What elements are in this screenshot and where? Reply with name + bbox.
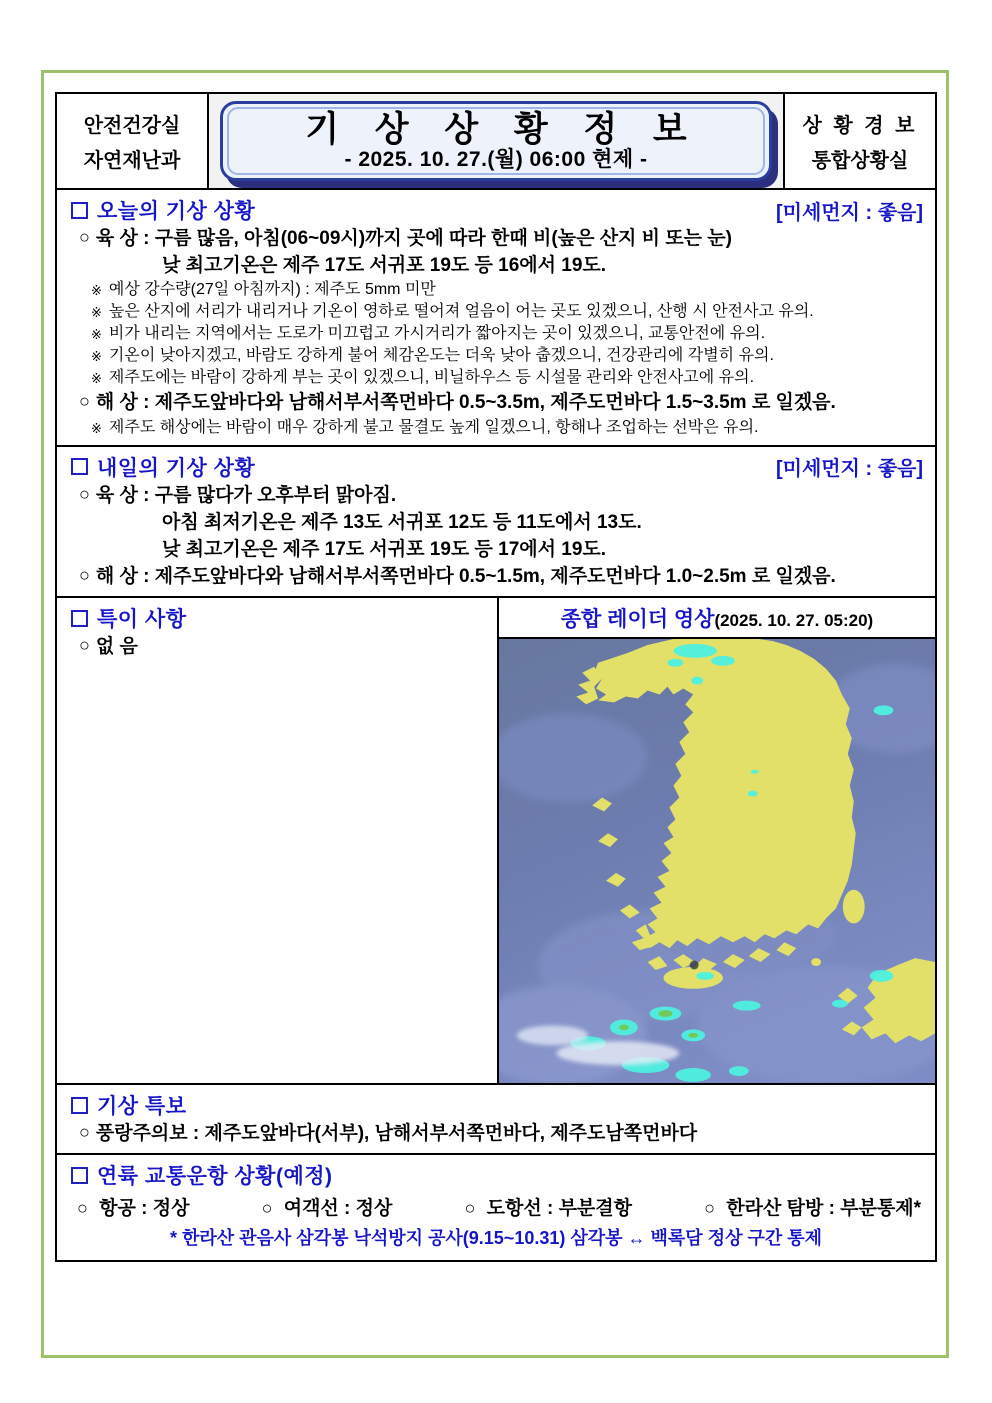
asterisk-icon: ※ bbox=[91, 305, 102, 321]
today-sea-text bbox=[96, 391, 925, 414]
circle-bullet-icon: ○ bbox=[79, 1122, 90, 1143]
section-special-title: 특이 사항 bbox=[97, 608, 187, 632]
circle-bullet-icon: ○ bbox=[79, 565, 90, 586]
tomorrow-land-line bbox=[57, 482, 935, 509]
checkbox-icon bbox=[71, 1097, 88, 1114]
special-item-text: 없 음 bbox=[95, 636, 138, 658]
asterisk-icon: ※ bbox=[91, 371, 102, 387]
today-note-2 bbox=[57, 323, 935, 345]
tomorrow-max-temp-line bbox=[57, 536, 935, 563]
header-left-department bbox=[57, 94, 209, 188]
alert-item-text: 풍랑주의보 : 제주도앞바다(서부), 남해서부서쪽먼바다, 제주도남쪽먼바다 bbox=[95, 1123, 698, 1145]
radar-caption-time: (2025. 10. 27. 05:20) bbox=[714, 611, 874, 631]
transport-item-air bbox=[77, 1193, 189, 1220]
checkbox-icon bbox=[71, 458, 88, 475]
today-note-4-text: 제주도에는 바람이 강하게 부는 곳이 있겠으니, 비닐하우스 등 시설물 관리와 안전사고에 유의. bbox=[108, 369, 755, 387]
circle-bullet-icon: ○ bbox=[704, 1198, 715, 1219]
asterisk-icon: ※ bbox=[91, 420, 102, 436]
circle-bullet-icon: ○ bbox=[79, 391, 90, 412]
today-land-line bbox=[57, 225, 935, 252]
section-weather-alert bbox=[57, 1085, 935, 1155]
radar-image-graphic bbox=[499, 639, 935, 1083]
checkbox-icon bbox=[71, 202, 88, 219]
section-special-notes bbox=[57, 598, 499, 1083]
today-sea-note-text: 제주도 해상에는 바람이 매우 강하게 불고 물결도 높게 일겠으니, 항해나 조업하는 선박은 유의. bbox=[108, 418, 759, 436]
situation-room-label: 통합상황실 bbox=[811, 150, 909, 172]
alert-item-line bbox=[57, 1120, 935, 1147]
tomorrow-dust-badge: [미세먼지 : 좋음] bbox=[775, 458, 923, 481]
transport-item-hallasan bbox=[704, 1193, 921, 1220]
section-alert-title: 기상 특보 bbox=[97, 1095, 187, 1119]
circle-bullet-icon: ○ bbox=[77, 1198, 88, 1219]
transport-item-island-boat-text: 도항선 : 부분결항 bbox=[486, 1198, 632, 1220]
section-radar bbox=[499, 598, 935, 1083]
asterisk-icon: ※ bbox=[91, 349, 102, 365]
asterisk-icon: ※ bbox=[91, 283, 102, 299]
today-note-3 bbox=[57, 345, 935, 367]
report-sheet bbox=[55, 92, 937, 1262]
tomorrow-land-value: 구름 많다가 오후부터 맑아짐. bbox=[154, 484, 397, 506]
today-note-1 bbox=[57, 301, 935, 323]
today-land-text bbox=[96, 227, 925, 250]
today-note-1-text: 높은 산지에 서리가 내리거나 기온이 영하로 떨어져 얼음이 어는 곳도 있겠으니, 산행 시 안전사고 유의. bbox=[108, 303, 814, 321]
document-body bbox=[55, 190, 937, 1262]
section-special-header bbox=[57, 601, 497, 633]
tomorrow-sea-label: 해 상 : bbox=[95, 566, 155, 588]
section-special-and-radar bbox=[57, 598, 935, 1085]
today-sea-label: 해 상 : bbox=[95, 392, 155, 414]
transport-footnote: * 한라산 관음사 삼각봉 낙석방지 공사(9.15~10.31) 삼각봉 ↔ 백록담 정상 구간 통제 bbox=[169, 1228, 823, 1249]
document-title: 기 상 상 황 정 보 bbox=[305, 110, 700, 149]
section-tomorrow-header bbox=[57, 450, 935, 482]
radar-caption-main: 종합 레이더 영상 bbox=[560, 608, 715, 632]
today-land-temp-line bbox=[57, 252, 935, 279]
radar-caption bbox=[499, 598, 935, 639]
tomorrow-min-temp-text: 아침 최저기온은 제주 13도 서귀포 12도 등 11도에서 13도. bbox=[162, 511, 642, 533]
today-land-label: 육 상 : bbox=[95, 228, 155, 249]
title-banner bbox=[220, 101, 771, 181]
section-today-weather bbox=[57, 190, 935, 447]
section-transport bbox=[57, 1155, 935, 1260]
today-land-value: 구름 많음, 아침(06~09시)까지 곳에 따라 한때 비(높은 산지 비 또는 눈) bbox=[154, 228, 732, 249]
header-title-cell bbox=[209, 94, 783, 188]
today-land-temp-text: 낮 최고기온은 제주 17도 서귀포 19도 등 16에서 19도. bbox=[162, 255, 607, 277]
today-sea-note bbox=[57, 417, 935, 439]
document-timestamp: - 2025. 10. 27.(월) 06:00 현제 - bbox=[344, 148, 648, 171]
today-note-0 bbox=[57, 279, 935, 301]
checkbox-icon bbox=[71, 1167, 88, 1184]
today-note-2-text: 비가 내리는 지역에서는 도로가 미끄럽고 가시거리가 짧아지는 곳이 있겠으니, 교통안전에 유의. bbox=[108, 325, 766, 343]
circle-bullet-icon: ○ bbox=[79, 227, 90, 247]
today-dust-badge: [미세먼지 : 좋음] bbox=[775, 201, 923, 224]
tomorrow-land-label: 육 상 : bbox=[95, 484, 155, 506]
tomorrow-sea-value: 제주도앞바다와 남해서부서쪽먼바다 0.5~1.5m, 제주도먼바다 1.0~2.5m 로 일겠음. bbox=[154, 566, 836, 588]
circle-bullet-icon: ○ bbox=[79, 635, 90, 656]
today-note-4 bbox=[57, 367, 935, 389]
situation-alert-label: 상 황 경 보 bbox=[802, 115, 918, 137]
tomorrow-min-temp-line bbox=[57, 509, 935, 536]
document-header bbox=[55, 92, 937, 190]
transport-item-ferry-text: 여객선 : 정상 bbox=[283, 1198, 393, 1220]
tomorrow-max-temp-text: 낮 최고기온은 제주 17도 서귀포 19도 등 17에서 19도. bbox=[162, 538, 607, 560]
department-office: 안전건강실 bbox=[83, 115, 181, 137]
tomorrow-land-text bbox=[96, 484, 925, 507]
header-right-department bbox=[783, 94, 935, 188]
transport-item-hallasan-text: 한라산 탐방 : 부분통제* bbox=[726, 1198, 921, 1220]
transport-item-ferry bbox=[262, 1193, 393, 1220]
circle-bullet-icon: ○ bbox=[79, 483, 90, 504]
tomorrow-sea-line bbox=[57, 563, 935, 590]
section-transport-header bbox=[57, 1158, 935, 1190]
transport-item-island-boat bbox=[464, 1193, 632, 1220]
today-note-0-text: 예상 강수량(27일 아침까지) : 제주도 5mm 미만 bbox=[108, 281, 436, 299]
section-transport-title: 연륙 교통운항 상황(예정) bbox=[97, 1165, 333, 1189]
radar-image bbox=[499, 639, 935, 1083]
today-note-3-text: 기온이 낮아지겠고, 바람도 강하게 불어 체감온도는 더욱 낮아 춥겠으니, 건강관리에 각별히 유의. bbox=[108, 347, 774, 365]
transport-status-row bbox=[57, 1190, 935, 1222]
section-today-title: 오늘의 기상 상황 bbox=[97, 200, 256, 223]
transport-item-air-text: 항공 : 정상 bbox=[99, 1198, 190, 1220]
circle-bullet-icon: ○ bbox=[464, 1198, 476, 1219]
today-sea-line bbox=[57, 389, 935, 416]
asterisk-icon: ※ bbox=[91, 327, 102, 343]
department-division: 자연재난과 bbox=[83, 150, 181, 172]
section-alert-header bbox=[57, 1088, 935, 1120]
tomorrow-sea-text bbox=[96, 565, 925, 588]
section-tomorrow-weather bbox=[57, 447, 935, 599]
special-item-line bbox=[57, 633, 497, 660]
section-today-header bbox=[57, 193, 935, 225]
checkbox-icon bbox=[71, 610, 88, 627]
section-tomorrow-title: 내일의 기상 상황 bbox=[97, 456, 256, 480]
circle-bullet-icon: ○ bbox=[261, 1198, 273, 1219]
today-sea-value: 제주도앞바다와 남해서부서쪽먼바다 0.5~3.5m, 제주도먼바다 1.5~3.5m 로 일겠음. bbox=[154, 392, 836, 414]
